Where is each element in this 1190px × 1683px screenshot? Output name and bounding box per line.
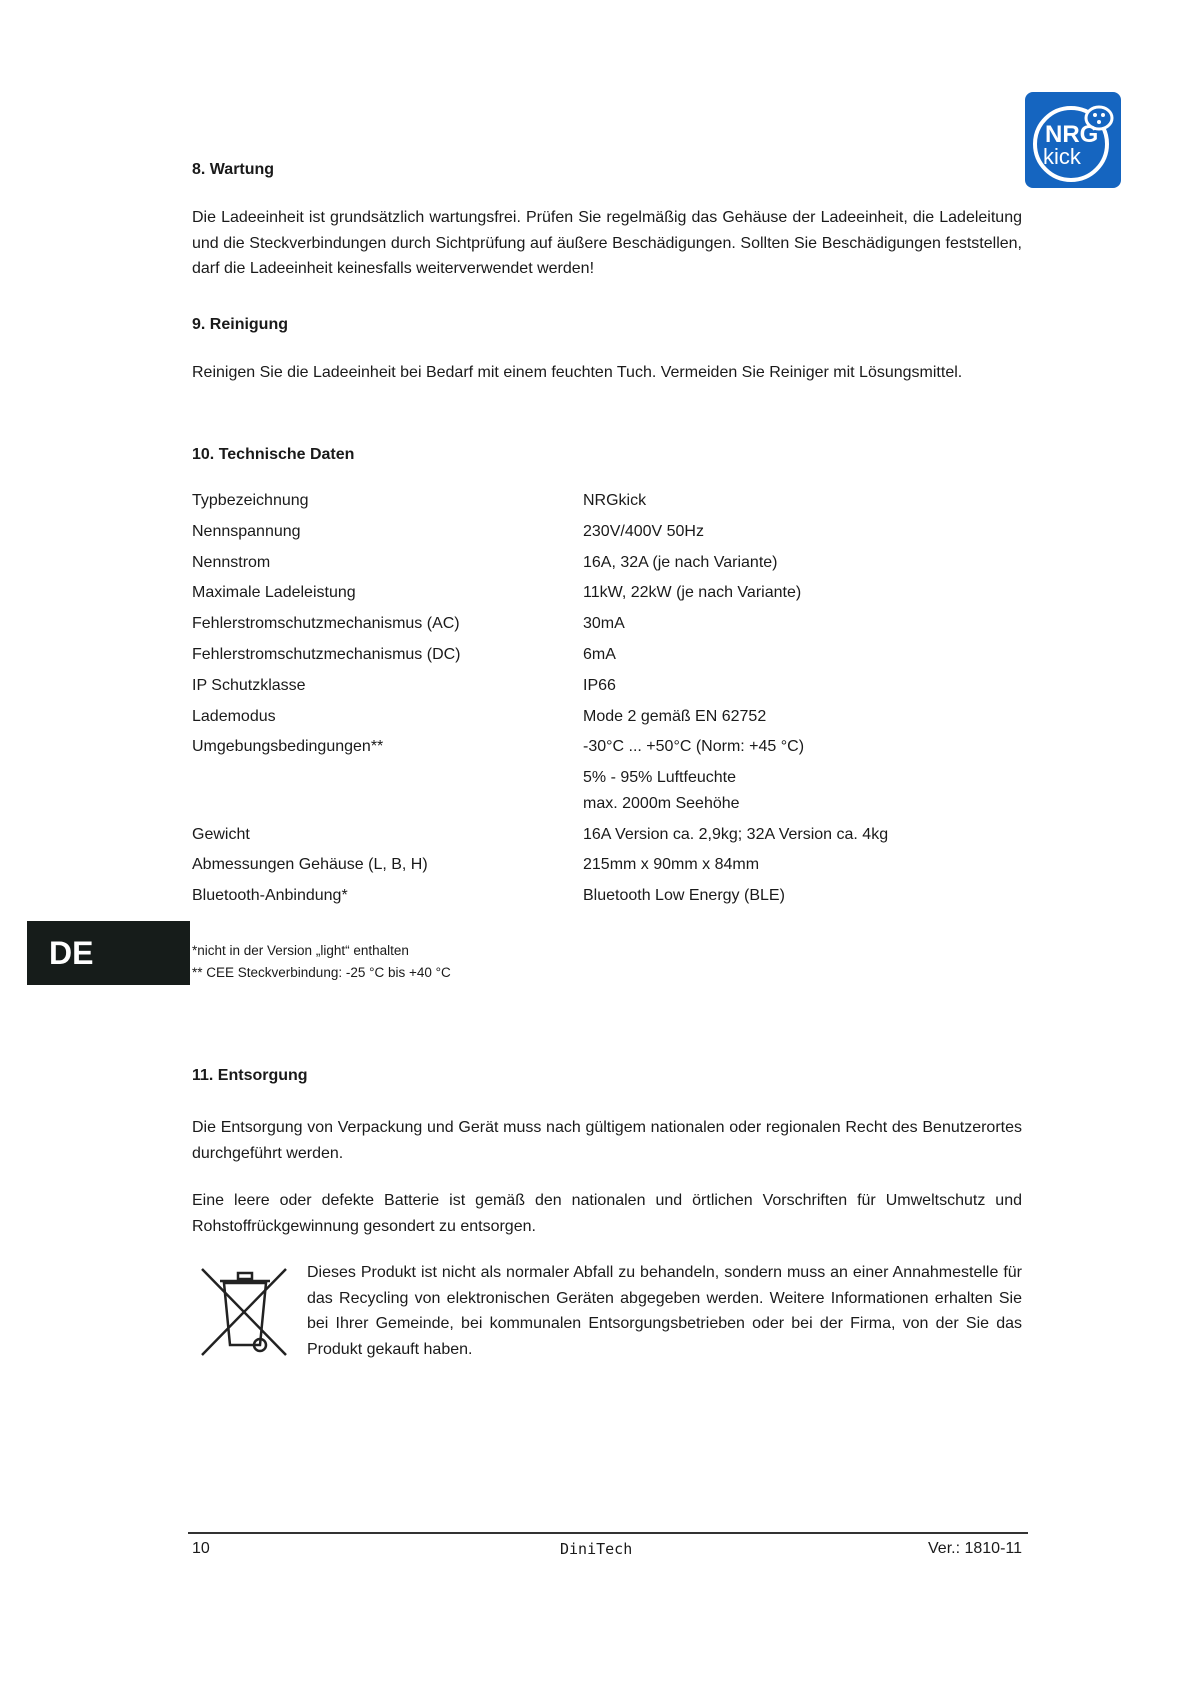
section-9-text: Reinigen Sie die Ladeeinheit bei Bedarf mit einem feuchten Tuch. Vermeiden Sie Reiniger mit Lösungsmittel. (192, 364, 963, 381)
spec-value: NRGkick (583, 492, 647, 509)
footer-divider (188, 1532, 1028, 1534)
spec-value: -30°C ... +50°C (Norm: +45 °C) (583, 738, 805, 756)
footnote-1: *nicht in der Version „light“ enthalten (192, 943, 409, 958)
spec-row (192, 708, 1022, 732)
section-11-text-2: Eine leere oder defekte Batterie ist gemäß den nationalen und örtlichen Vorschriften für Umweltschutz und Rohstoffrückgewinnung gesondert zu entsorgen. (192, 1192, 1022, 1235)
spec-row (192, 492, 1022, 516)
spec-value: IP66 (583, 676, 616, 694)
svg-text:kick: kick (1043, 144, 1081, 169)
spec-value: 215mm x 90mm x 84mm (583, 856, 760, 874)
version-label: Ver.: 1810-11 (928, 1540, 1022, 1557)
spec-label: Fehlerstromschutzmechanismus (AC) (192, 615, 460, 633)
page-number: 10 (192, 1540, 210, 1557)
spec-label: Fehlerstromschutzmechanismus (DC) (192, 646, 461, 663)
nrgkick-logo (1025, 92, 1121, 188)
spec-label: Maximale Ladeleistung (192, 584, 356, 602)
section-11-heading: 11. Entsorgung (192, 1067, 308, 1084)
spec-label: Typbezeichnung (192, 492, 309, 509)
spec-row (192, 887, 1022, 911)
spec-label: Abmessungen Gehäuse (L, B, H) (192, 856, 428, 874)
dinitech-logo: DiniTech (560, 1540, 633, 1558)
spec-value: Mode 2 gemäß EN 62752 (583, 707, 767, 725)
spec-row (192, 677, 1022, 701)
spec-value: 16A, 32A (je nach Variante) (583, 553, 778, 571)
spec-label: Bluetooth-Anbindung* (192, 887, 348, 905)
spec-row (192, 769, 1022, 793)
section-11-text-3: Dieses Produkt ist nicht als normaler Abfall zu behandeln, sondern muss an einer Annahmestelle für das Recycling von elektronischen Geräten abgegeben werden. Weitere Informationen erhalten Sie bei Ihrer Gemeinde, bei kommunalen Entsorgungsbetrieben oder bei der Firma, von der Sie das Produkt gekauft haben. (307, 1264, 1022, 1358)
spec-label: IP Schutzklasse (192, 676, 306, 694)
spec-value: 5% - 95% Luftfeuchte (583, 769, 736, 787)
spec-value: 230V/400V 50Hz (583, 522, 704, 540)
spec-value: 11kW, 22kW (je nach Variante) (583, 584, 802, 602)
spec-value: 16A Version ca. 2,9kg; 32A Version ca. 4kg (583, 825, 889, 843)
section-8-text: Die Ladeeinheit ist grundsätzlich wartungsfrei. Prüfen Sie regelmäßig das Gehäuse der Ladeeinheit, die Ladeleitung und die Steckverbindungen durch Sichtprüfung auf äußere Beschädigungen. Sollten Sie Beschädigungen feststellen, darf die Ladeeinheit keinesfalls weiterverwendet werden! (192, 209, 1022, 277)
spec-row (192, 826, 1022, 850)
spec-value: max. 2000m Seehöhe (583, 794, 740, 812)
spec-row (192, 738, 1022, 762)
section-9-heading: 9. Reinigung (192, 316, 288, 333)
section-8-heading: 8. Wartung (192, 161, 275, 178)
spec-label: Umgebungsbedingungen** (192, 738, 384, 756)
spec-label: Gewicht (192, 825, 250, 843)
spec-row (192, 856, 1022, 880)
spec-label: Nennspannung (192, 522, 301, 540)
spec-value: 6mA (583, 646, 616, 663)
spec-value: Bluetooth Low Energy (BLE) (583, 887, 785, 905)
spec-label: Nennstrom (192, 553, 271, 571)
weee-crossed-bin-icon (198, 1265, 292, 1366)
footnote-2: ** CEE Steckverbindung: -25 °C bis +40 °C (192, 965, 451, 980)
section-10-heading: 10. Technische Daten (192, 446, 355, 463)
spec-row (192, 615, 1022, 639)
spec-value: 30mA (583, 615, 625, 633)
language-tab-de: DE (27, 921, 190, 985)
spec-row (192, 795, 1022, 819)
spec-row (192, 523, 1022, 547)
spec-row (192, 584, 1022, 608)
spec-row (192, 554, 1022, 578)
svg-text:NRG: NRG (1045, 121, 1099, 148)
spec-label: Lademodus (192, 707, 276, 725)
spec-row (192, 646, 1022, 670)
section-11-text-1: Die Entsorgung von Verpackung und Gerät muss nach gültigem nationalen oder regionalen Recht des Benutzerortes durchgeführt werden. (192, 1119, 1022, 1162)
